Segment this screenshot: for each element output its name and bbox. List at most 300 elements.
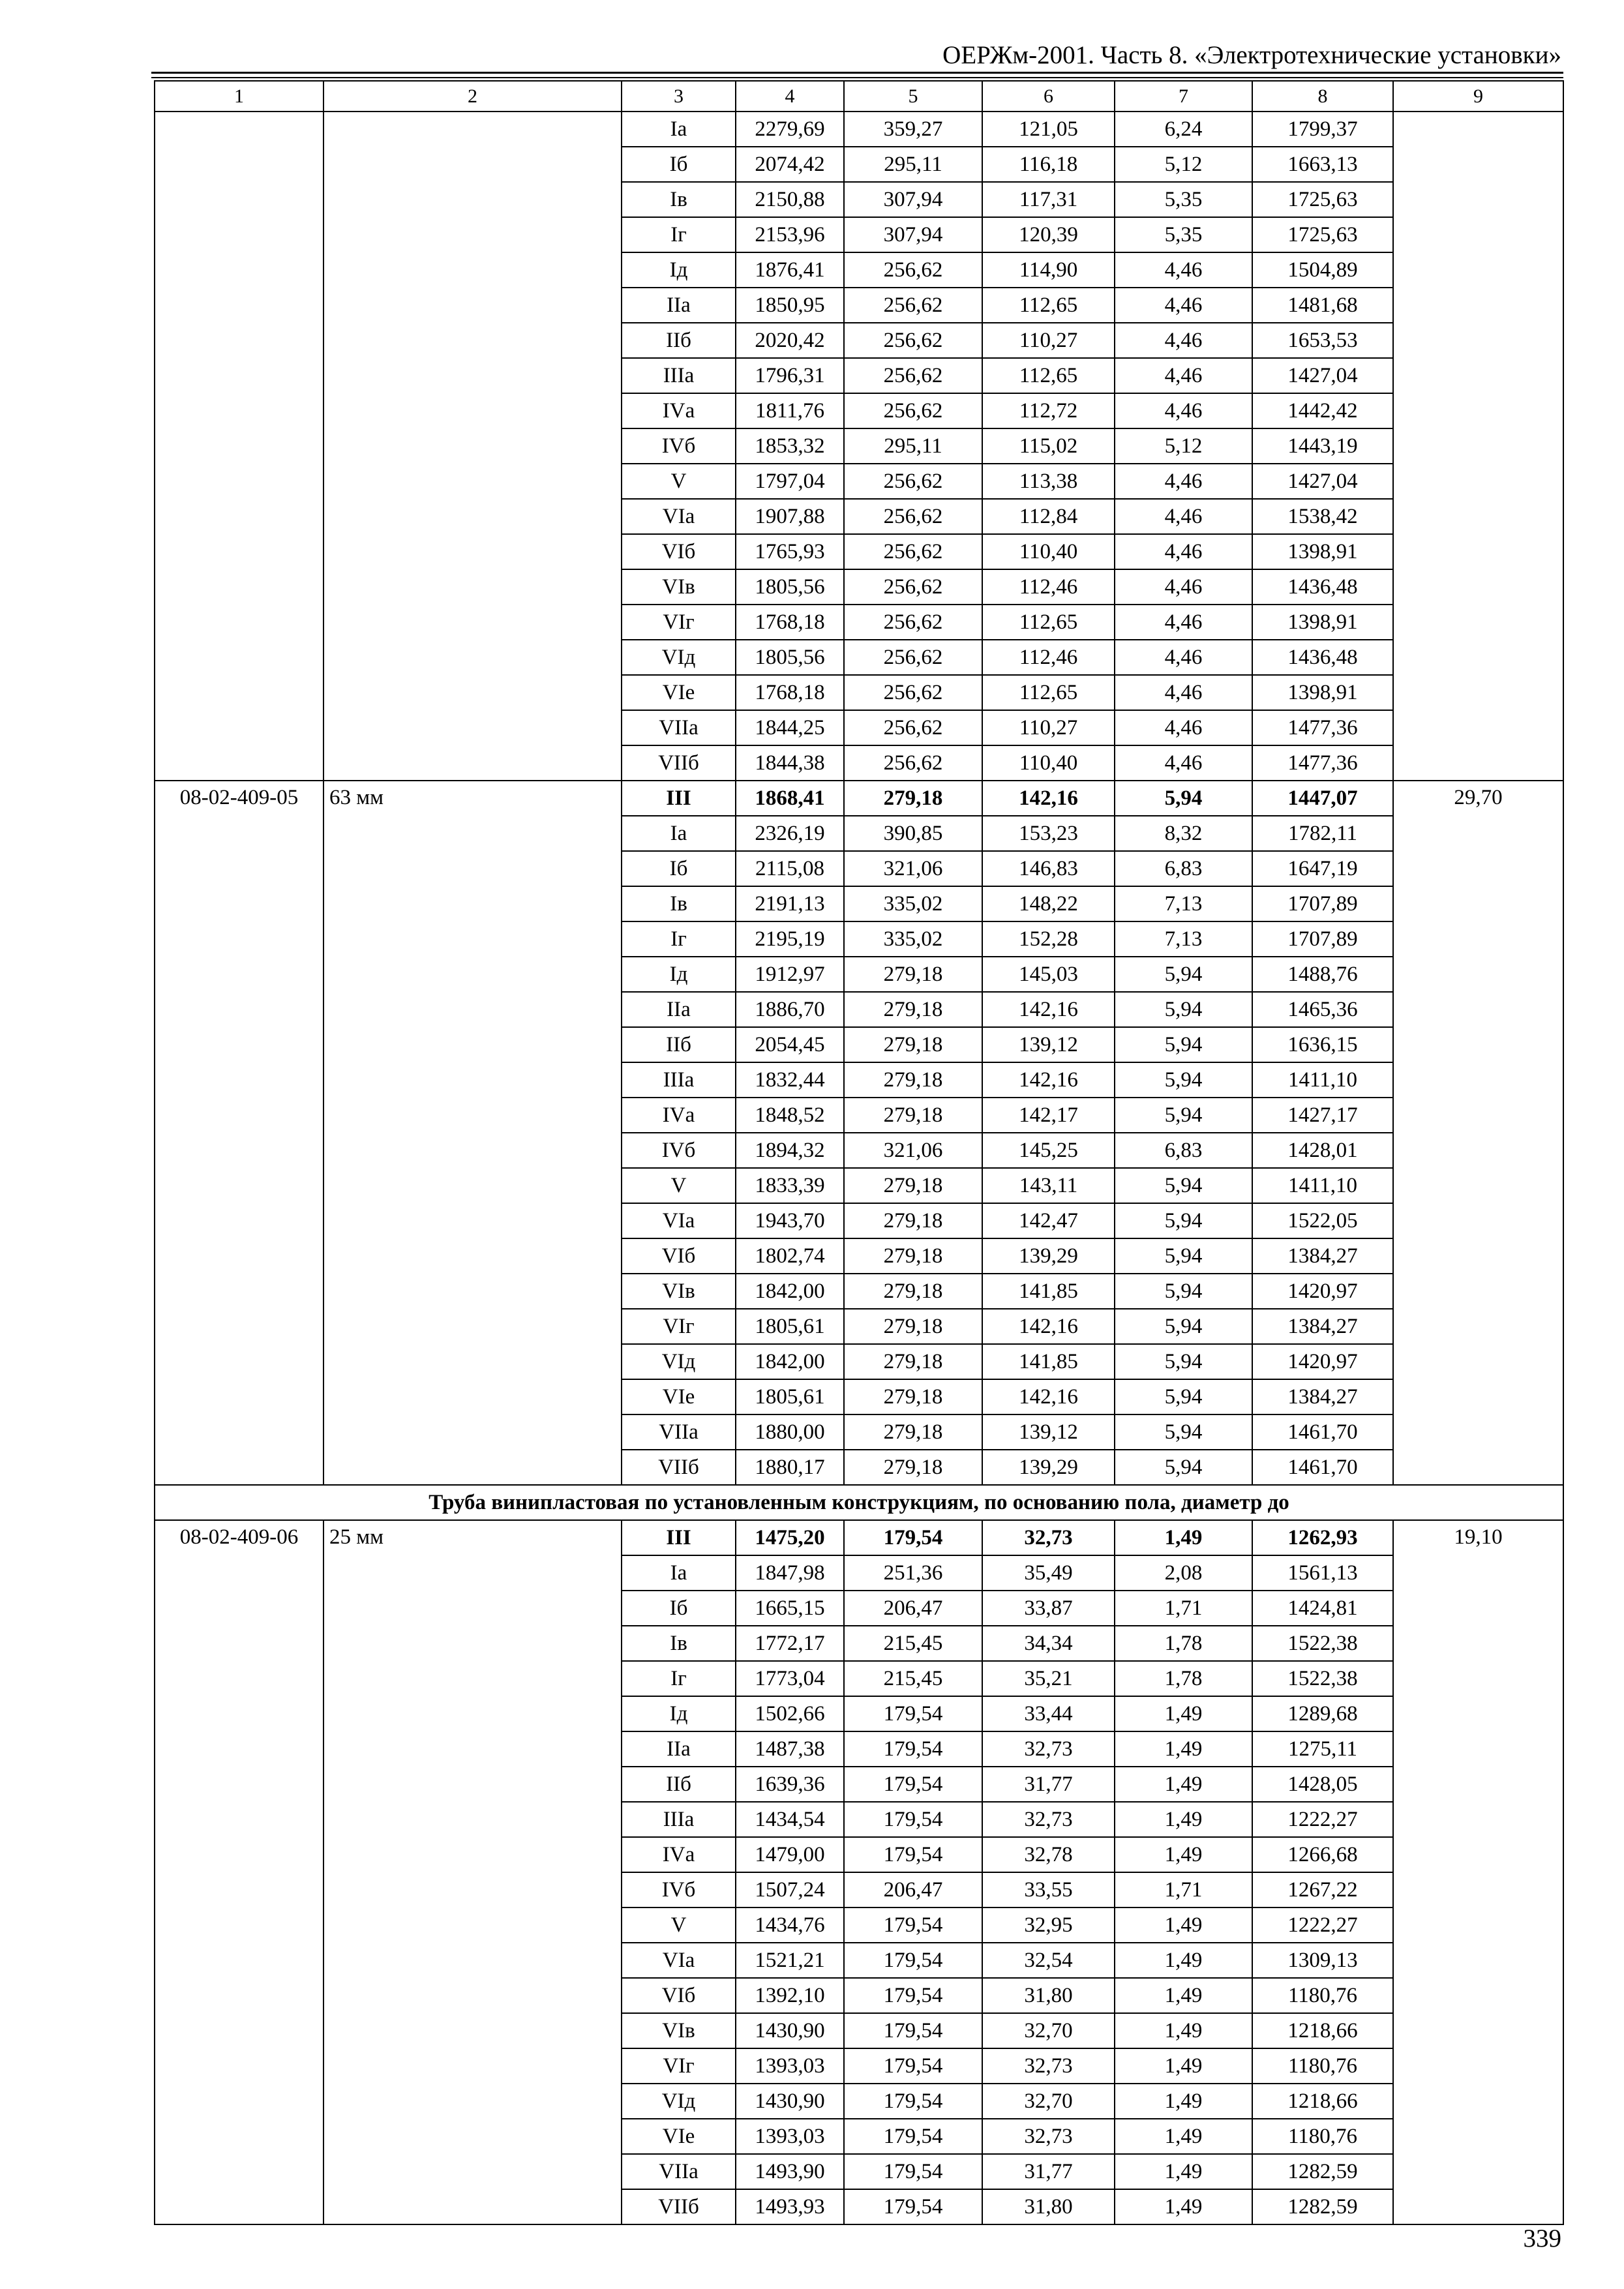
- machinist-wages: 4,46: [1115, 605, 1252, 640]
- zone-code: Iг: [622, 1661, 736, 1696]
- zone-code: VIб: [622, 1978, 736, 2013]
- total-cost: 2074,42: [736, 147, 844, 182]
- zone-code: Iб: [622, 1591, 736, 1626]
- materials-cost: 1477,36: [1252, 710, 1393, 745]
- total-cost: 1848,52: [736, 1098, 844, 1133]
- machinist-wages: 1,49: [1115, 1802, 1252, 1837]
- machinist-wages: 7,13: [1115, 921, 1252, 957]
- total-cost: 1805,56: [736, 569, 844, 605]
- materials-cost: 1427,17: [1252, 1098, 1393, 1133]
- zone-code: IIа: [622, 992, 736, 1027]
- machinist-wages: 4,46: [1115, 534, 1252, 569]
- machinist-wages: 5,94: [1115, 1450, 1252, 1485]
- wages: 256,62: [844, 569, 982, 605]
- zone-code: IIа: [622, 288, 736, 323]
- machine-cost: 32,73: [982, 2048, 1115, 2084]
- total-cost: 1844,25: [736, 710, 844, 745]
- total-cost: 1912,97: [736, 957, 844, 992]
- materials-cost: 1427,04: [1252, 464, 1393, 499]
- total-cost: 1880,17: [736, 1450, 844, 1485]
- wages: 179,54: [844, 2048, 982, 2084]
- machinist-wages: 6,24: [1115, 112, 1252, 147]
- zone-code: Iв: [622, 886, 736, 921]
- machine-cost: 33,87: [982, 1591, 1115, 1626]
- zone-code: IVа: [622, 1837, 736, 1872]
- wages: 215,45: [844, 1626, 982, 1661]
- machinist-wages: 2,08: [1115, 1555, 1252, 1591]
- total-cost: 2191,13: [736, 886, 844, 921]
- machine-cost: 31,80: [982, 2189, 1115, 2224]
- total-cost: 1493,90: [736, 2154, 844, 2189]
- wages: 279,18: [844, 1344, 982, 1379]
- total-cost: 1392,10: [736, 1978, 844, 2013]
- table-row: [155, 1520, 1563, 1555]
- machine-cost: 148,22: [982, 886, 1115, 921]
- materials-cost: 1725,63: [1252, 217, 1393, 252]
- zone-code: IVа: [622, 393, 736, 428]
- machine-cost: 139,12: [982, 1414, 1115, 1450]
- labor-hours: 19,10: [1393, 1520, 1563, 2224]
- machine-cost: 31,77: [982, 2154, 1115, 2189]
- machinist-wages: 1,78: [1115, 1626, 1252, 1661]
- wages: 179,54: [844, 2013, 982, 2048]
- item-description: 63 мм: [323, 781, 622, 1485]
- machinist-wages: 4,46: [1115, 710, 1252, 745]
- total-cost: 1393,03: [736, 2048, 844, 2084]
- machine-cost: 33,55: [982, 1872, 1115, 1908]
- machine-cost: 112,84: [982, 499, 1115, 534]
- machinist-wages: 5,94: [1115, 781, 1252, 816]
- machinist-wages: 5,35: [1115, 182, 1252, 217]
- total-cost: 1521,21: [736, 1943, 844, 1978]
- total-cost: 1639,36: [736, 1767, 844, 1802]
- wages: 335,02: [844, 886, 982, 921]
- materials-cost: 1663,13: [1252, 147, 1393, 182]
- materials-cost: 1522,38: [1252, 1626, 1393, 1661]
- wages: 256,62: [844, 464, 982, 499]
- zone-code: VIе: [622, 675, 736, 710]
- materials-cost: 1465,36: [1252, 992, 1393, 1027]
- total-cost: 1493,93: [736, 2189, 844, 2224]
- machine-cost: 145,25: [982, 1133, 1115, 1168]
- total-cost: 1507,24: [736, 1872, 844, 1908]
- machine-cost: 32,70: [982, 2013, 1115, 2048]
- zone-code: VIIб: [622, 2189, 736, 2224]
- total-cost: 1768,18: [736, 675, 844, 710]
- total-cost: 1842,00: [736, 1274, 844, 1309]
- total-cost: 2115,08: [736, 851, 844, 886]
- wages: 256,62: [844, 710, 982, 745]
- machinist-wages: 1,49: [1115, 1978, 1252, 2013]
- wages: 179,54: [844, 1978, 982, 2013]
- materials-cost: 1180,76: [1252, 2048, 1393, 2084]
- materials-cost: 1427,04: [1252, 358, 1393, 393]
- total-cost: 1430,90: [736, 2013, 844, 2048]
- materials-cost: 1289,68: [1252, 1696, 1393, 1731]
- wages: 179,54: [844, 1943, 982, 1978]
- table-row: [155, 112, 1563, 147]
- materials-cost: 1398,91: [1252, 605, 1393, 640]
- machinist-wages: 4,46: [1115, 569, 1252, 605]
- total-cost: 1832,44: [736, 1062, 844, 1098]
- machine-cost: 33,44: [982, 1696, 1115, 1731]
- total-cost: 2153,96: [736, 217, 844, 252]
- column-number: 4: [736, 81, 844, 112]
- machinist-wages: 4,46: [1115, 745, 1252, 781]
- zone-code: V: [622, 464, 736, 499]
- machine-cost: 32,78: [982, 1837, 1115, 1872]
- total-cost: 1805,61: [736, 1309, 844, 1344]
- zone-code: Iб: [622, 851, 736, 886]
- wages: 256,62: [844, 605, 982, 640]
- machinist-wages: 4,46: [1115, 288, 1252, 323]
- machinist-wages: 5,35: [1115, 217, 1252, 252]
- machinist-wages: 4,46: [1115, 252, 1252, 288]
- zone-code: Iв: [622, 182, 736, 217]
- machinist-wages: 1,71: [1115, 1872, 1252, 1908]
- wages: 256,62: [844, 288, 982, 323]
- machinist-wages: 1,49: [1115, 2119, 1252, 2154]
- machine-cost: 115,02: [982, 428, 1115, 464]
- total-cost: 1876,41: [736, 252, 844, 288]
- machine-cost: 32,73: [982, 1731, 1115, 1767]
- machine-cost: 116,18: [982, 147, 1115, 182]
- machinist-wages: 5,94: [1115, 1309, 1252, 1344]
- item-code: 08-02-409-05: [155, 781, 323, 1485]
- wages: 179,54: [844, 1696, 982, 1731]
- column-number: 6: [982, 81, 1115, 112]
- machinist-wages: 5,12: [1115, 147, 1252, 182]
- machine-cost: 139,12: [982, 1027, 1115, 1062]
- total-cost: 1880,00: [736, 1414, 844, 1450]
- column-number: 8: [1252, 81, 1393, 112]
- wages: 295,11: [844, 147, 982, 182]
- machinist-wages: 5,12: [1115, 428, 1252, 464]
- wages: 279,18: [844, 1098, 982, 1133]
- total-cost: 1479,00: [736, 1837, 844, 1872]
- materials-cost: 1707,89: [1252, 921, 1393, 957]
- machinist-wages: 5,94: [1115, 1098, 1252, 1133]
- zone-code: VIб: [622, 1238, 736, 1274]
- zone-code: VIIб: [622, 1450, 736, 1485]
- materials-cost: 1538,42: [1252, 499, 1393, 534]
- zone-code: Iб: [622, 147, 736, 182]
- total-cost: 1842,00: [736, 1344, 844, 1379]
- zone-code: III: [622, 1520, 736, 1555]
- materials-cost: 1561,13: [1252, 1555, 1393, 1591]
- zone-code: VIг: [622, 2048, 736, 2084]
- materials-cost: 1420,97: [1252, 1344, 1393, 1379]
- machinist-wages: 1,49: [1115, 2084, 1252, 2119]
- machinist-wages: 1,49: [1115, 1696, 1252, 1731]
- total-cost: 2054,45: [736, 1027, 844, 1062]
- total-cost: 2020,42: [736, 323, 844, 358]
- materials-cost: 1309,13: [1252, 1943, 1393, 1978]
- wages: 256,62: [844, 534, 982, 569]
- zone-code: VIг: [622, 605, 736, 640]
- wages: 179,54: [844, 1908, 982, 1943]
- materials-cost: 1282,59: [1252, 2154, 1393, 2189]
- machine-cost: 114,90: [982, 252, 1115, 288]
- wages: 179,54: [844, 2084, 982, 2119]
- wages: 179,54: [844, 2154, 982, 2189]
- wages: 279,18: [844, 1274, 982, 1309]
- machine-cost: 32,73: [982, 2119, 1115, 2154]
- total-cost: 1430,90: [736, 2084, 844, 2119]
- materials-cost: 1436,48: [1252, 569, 1393, 605]
- total-cost: 1434,54: [736, 1802, 844, 1837]
- zone-code: IIIа: [622, 1062, 736, 1098]
- total-cost: 1868,41: [736, 781, 844, 816]
- wages: 256,62: [844, 393, 982, 428]
- materials-cost: 1424,81: [1252, 1591, 1393, 1626]
- wages: 279,18: [844, 957, 982, 992]
- price-table: [154, 80, 1564, 2225]
- machinist-wages: 5,94: [1115, 1027, 1252, 1062]
- zone-code: VIIб: [622, 745, 736, 781]
- machine-cost: 110,27: [982, 323, 1115, 358]
- materials-cost: 1218,66: [1252, 2084, 1393, 2119]
- total-cost: 1487,38: [736, 1731, 844, 1767]
- machinist-wages: 5,94: [1115, 1414, 1252, 1450]
- machine-cost: 117,31: [982, 182, 1115, 217]
- machinist-wages: 4,46: [1115, 323, 1252, 358]
- wages: 279,18: [844, 1062, 982, 1098]
- zone-code: VIв: [622, 569, 736, 605]
- materials-cost: 1384,27: [1252, 1238, 1393, 1274]
- zone-code: VIе: [622, 1379, 736, 1414]
- materials-cost: 1275,11: [1252, 1731, 1393, 1767]
- column-number-row: [155, 81, 1563, 112]
- machinist-wages: 5,94: [1115, 1203, 1252, 1238]
- zone-code: IVа: [622, 1098, 736, 1133]
- materials-cost: 1180,76: [1252, 2119, 1393, 2154]
- item-description: 25 мм: [323, 1520, 622, 2224]
- wages: 279,18: [844, 1450, 982, 1485]
- machine-cost: 32,73: [982, 1802, 1115, 1837]
- materials-cost: 1398,91: [1252, 675, 1393, 710]
- materials-cost: 1481,68: [1252, 288, 1393, 323]
- total-cost: 2326,19: [736, 816, 844, 851]
- materials-cost: 1420,97: [1252, 1274, 1393, 1309]
- wages: 179,54: [844, 1520, 982, 1555]
- total-cost: 2279,69: [736, 112, 844, 147]
- machinist-wages: 4,46: [1115, 393, 1252, 428]
- zone-code: IVб: [622, 1872, 736, 1908]
- labor-hours: [1393, 112, 1563, 781]
- machine-cost: 112,46: [982, 569, 1115, 605]
- wages: 279,18: [844, 1027, 982, 1062]
- wages: 256,62: [844, 252, 982, 288]
- wages: 279,18: [844, 1168, 982, 1203]
- total-cost: 1886,70: [736, 992, 844, 1027]
- machine-cost: 141,85: [982, 1274, 1115, 1309]
- materials-cost: 1222,27: [1252, 1908, 1393, 1943]
- wages: 295,11: [844, 428, 982, 464]
- zone-code: Iд: [622, 957, 736, 992]
- zone-code: Iд: [622, 1696, 736, 1731]
- zone-code: Iг: [622, 217, 736, 252]
- wages: 256,62: [844, 640, 982, 675]
- zone-code: VIа: [622, 1203, 736, 1238]
- total-cost: 1502,66: [736, 1696, 844, 1731]
- wages: 215,45: [844, 1661, 982, 1696]
- wages: 321,06: [844, 1133, 982, 1168]
- machine-cost: 112,65: [982, 288, 1115, 323]
- machine-cost: 34,34: [982, 1626, 1115, 1661]
- machinist-wages: 4,46: [1115, 640, 1252, 675]
- total-cost: 1894,32: [736, 1133, 844, 1168]
- labor-hours: 29,70: [1393, 781, 1563, 1485]
- wages: 279,18: [844, 1309, 982, 1344]
- machinist-wages: 5,94: [1115, 1238, 1252, 1274]
- wages: 335,02: [844, 921, 982, 957]
- item-code: 08-02-409-06: [155, 1520, 323, 2224]
- total-cost: 1907,88: [736, 499, 844, 534]
- machine-cost: 146,83: [982, 851, 1115, 886]
- machine-cost: 139,29: [982, 1450, 1115, 1485]
- column-number: 3: [622, 81, 736, 112]
- machine-cost: 112,65: [982, 675, 1115, 710]
- zone-code: IIа: [622, 1731, 736, 1767]
- machinist-wages: 5,94: [1115, 1274, 1252, 1309]
- materials-cost: 1636,15: [1252, 1027, 1393, 1062]
- total-cost: 1802,74: [736, 1238, 844, 1274]
- total-cost: 1773,04: [736, 1661, 844, 1696]
- machinist-wages: 1,78: [1115, 1661, 1252, 1696]
- materials-cost: 1447,07: [1252, 781, 1393, 816]
- materials-cost: 1266,68: [1252, 1837, 1393, 1872]
- wages: 279,18: [844, 1238, 982, 1274]
- zone-code: Iг: [622, 921, 736, 957]
- total-cost: 1797,04: [736, 464, 844, 499]
- machine-cost: 35,21: [982, 1661, 1115, 1696]
- wages: 279,18: [844, 1379, 982, 1414]
- column-number: 5: [844, 81, 982, 112]
- zone-code: IIб: [622, 1767, 736, 1802]
- zone-code: IVб: [622, 1133, 736, 1168]
- machine-cost: 32,54: [982, 1943, 1115, 1978]
- machinist-wages: 5,94: [1115, 957, 1252, 992]
- machine-cost: 142,16: [982, 992, 1115, 1027]
- machine-cost: 31,80: [982, 1978, 1115, 2013]
- machinist-wages: 1,49: [1115, 2048, 1252, 2084]
- wages: 179,54: [844, 2119, 982, 2154]
- wages: 179,54: [844, 1767, 982, 1802]
- zone-code: IIб: [622, 323, 736, 358]
- machinist-wages: 5,94: [1115, 1379, 1252, 1414]
- page-number: 339: [1523, 2224, 1561, 2252]
- zone-code: Iв: [622, 1626, 736, 1661]
- zone-code: VIа: [622, 499, 736, 534]
- wages: 359,27: [844, 112, 982, 147]
- zone-code: V: [622, 1908, 736, 1943]
- materials-cost: 1442,42: [1252, 393, 1393, 428]
- materials-cost: 1725,63: [1252, 182, 1393, 217]
- machine-cost: 113,38: [982, 464, 1115, 499]
- zone-code: VIIа: [622, 710, 736, 745]
- page-header: ОЕРЖм-2001. Часть 8. «Электротехнические установки»: [942, 41, 1561, 69]
- column-number: 7: [1115, 81, 1252, 112]
- materials-cost: 1707,89: [1252, 886, 1393, 921]
- total-cost: 1850,95: [736, 288, 844, 323]
- machinist-wages: 1,49: [1115, 1767, 1252, 1802]
- materials-cost: 1282,59: [1252, 2189, 1393, 2224]
- zone-code: V: [622, 1168, 736, 1203]
- zone-code: VIг: [622, 1309, 736, 1344]
- wages: 321,06: [844, 851, 982, 886]
- table-body: [155, 81, 1563, 2224]
- machinist-wages: 1,49: [1115, 2189, 1252, 2224]
- wages: 179,54: [844, 1802, 982, 1837]
- machine-cost: 142,16: [982, 1309, 1115, 1344]
- total-cost: 1805,61: [736, 1379, 844, 1414]
- zone-code: IIб: [622, 1027, 736, 1062]
- materials-cost: 1436,48: [1252, 640, 1393, 675]
- total-cost: 1768,18: [736, 605, 844, 640]
- machine-cost: 31,77: [982, 1767, 1115, 1802]
- materials-cost: 1262,93: [1252, 1520, 1393, 1555]
- section-title: Труба винипластовая по установленным конструкциям, по основанию пола, диаметр до: [155, 1485, 1563, 1520]
- machine-cost: 139,29: [982, 1238, 1115, 1274]
- machine-cost: 145,03: [982, 957, 1115, 992]
- zone-code: IIIа: [622, 358, 736, 393]
- item-code: [155, 112, 323, 781]
- materials-cost: 1782,11: [1252, 816, 1393, 851]
- wages: 179,54: [844, 1837, 982, 1872]
- machine-cost: 110,40: [982, 745, 1115, 781]
- total-cost: 1393,03: [736, 2119, 844, 2154]
- wages: 256,62: [844, 499, 982, 534]
- wages: 256,62: [844, 358, 982, 393]
- materials-cost: 1218,66: [1252, 2013, 1393, 2048]
- wages: 206,47: [844, 1591, 982, 1626]
- machinist-wages: 1,49: [1115, 2013, 1252, 2048]
- machine-cost: 142,47: [982, 1203, 1115, 1238]
- materials-cost: 1411,10: [1252, 1062, 1393, 1098]
- materials-cost: 1428,01: [1252, 1133, 1393, 1168]
- zone-code: IIIа: [622, 1802, 736, 1837]
- materials-cost: 1477,36: [1252, 745, 1393, 781]
- header-rule: [151, 72, 1563, 74]
- machine-cost: 120,39: [982, 217, 1115, 252]
- machine-cost: 32,73: [982, 1520, 1115, 1555]
- materials-cost: 1428,05: [1252, 1767, 1393, 1802]
- materials-cost: 1384,27: [1252, 1379, 1393, 1414]
- total-cost: 2195,19: [736, 921, 844, 957]
- machinist-wages: 1,49: [1115, 2154, 1252, 2189]
- total-cost: 1665,15: [736, 1591, 844, 1626]
- section-title-row: [155, 1485, 1563, 1520]
- machinist-wages: 1,49: [1115, 1520, 1252, 1555]
- total-cost: 1772,17: [736, 1626, 844, 1661]
- machinist-wages: 5,94: [1115, 1062, 1252, 1098]
- machinist-wages: 1,71: [1115, 1591, 1252, 1626]
- total-cost: 1844,38: [736, 745, 844, 781]
- machinist-wages: 5,94: [1115, 1168, 1252, 1203]
- materials-cost: 1398,91: [1252, 534, 1393, 569]
- wages: 390,85: [844, 816, 982, 851]
- total-cost: 1434,76: [736, 1908, 844, 1943]
- wages: 279,18: [844, 1203, 982, 1238]
- wages: 279,18: [844, 781, 982, 816]
- machinist-wages: 8,32: [1115, 816, 1252, 851]
- zone-code: III: [622, 781, 736, 816]
- column-number: 1: [155, 81, 323, 112]
- total-cost: 1943,70: [736, 1203, 844, 1238]
- total-cost: 1475,20: [736, 1520, 844, 1555]
- zone-code: Iа: [622, 1555, 736, 1591]
